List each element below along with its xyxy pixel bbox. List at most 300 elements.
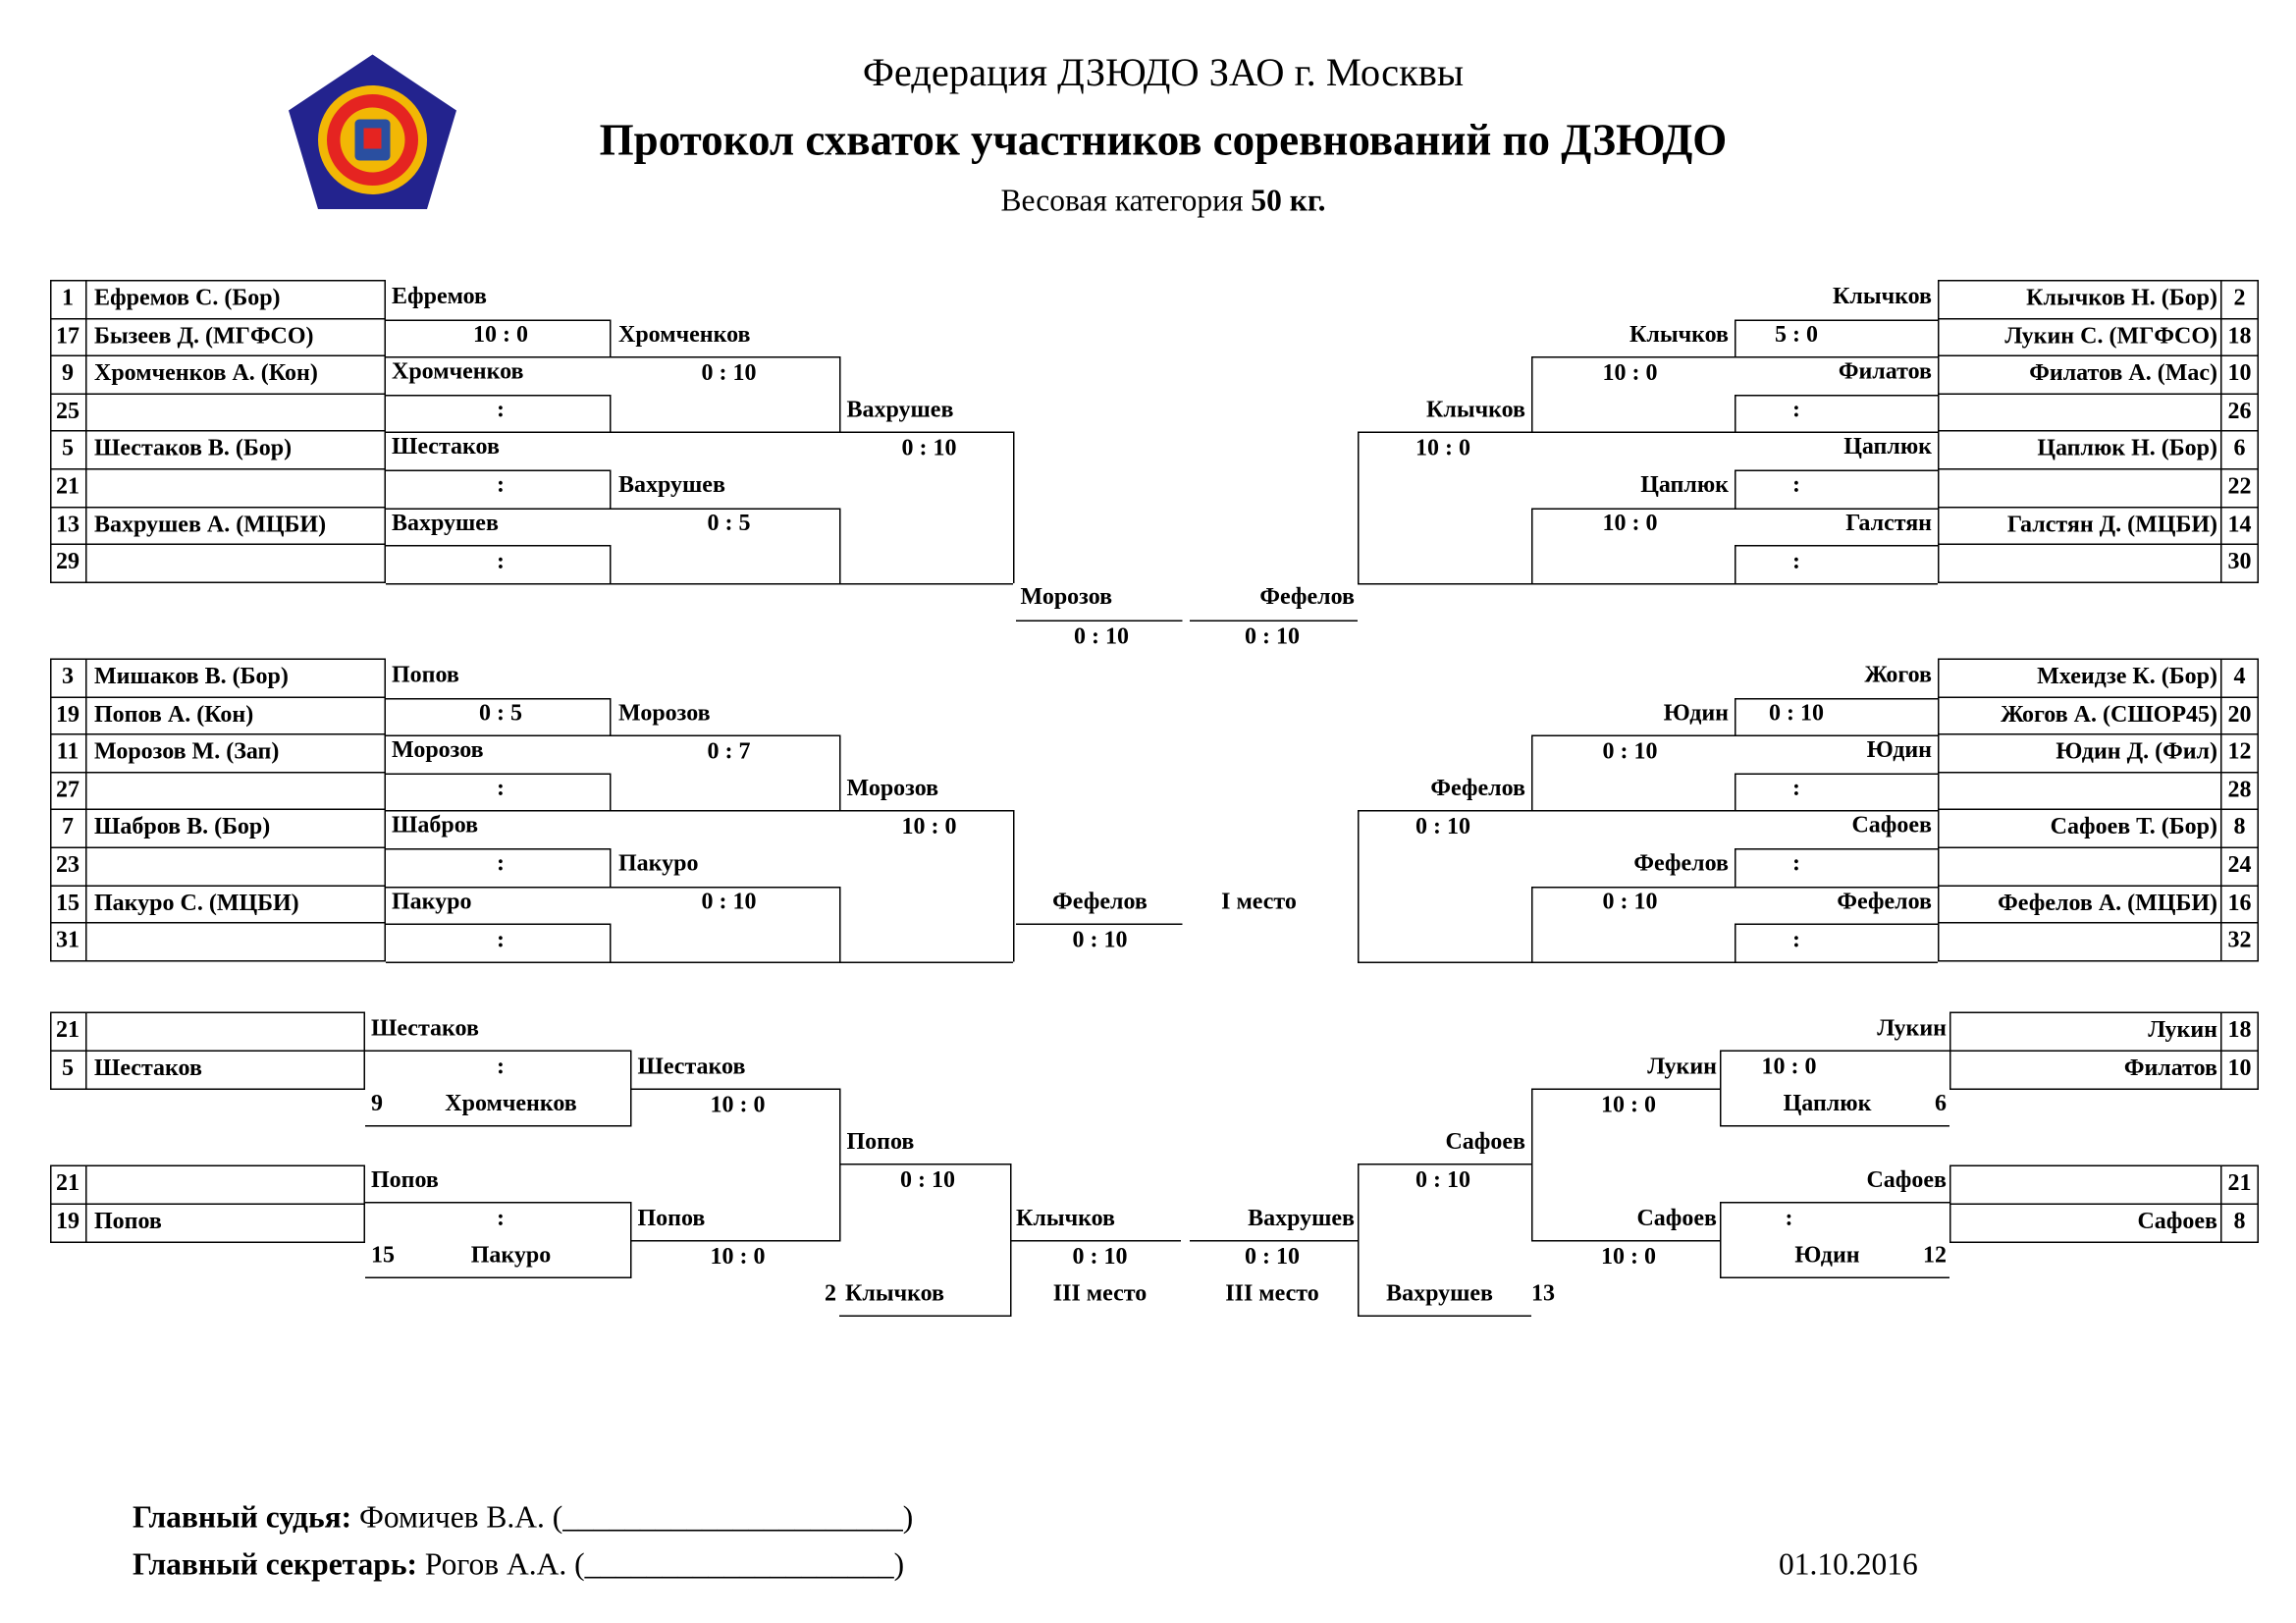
r2-score: 0 : 10 (1602, 738, 1658, 764)
rep-winner: Шестаков (637, 1055, 746, 1080)
r2-winner: Юдин (1663, 700, 1729, 726)
bronze-winner: Клычков (1016, 1206, 1116, 1231)
chief-judge-label: Главный судья: (133, 1499, 352, 1535)
rep-winner: Попов (637, 1206, 706, 1231)
seed-number: 21 (56, 474, 80, 500)
bracket-line (1358, 811, 1531, 813)
bracket-line (1735, 848, 1736, 886)
bracket-line (1735, 470, 1938, 472)
seed-number: 7 (62, 815, 74, 840)
seed-number: 28 (2227, 777, 2252, 803)
bracket-line (386, 697, 612, 699)
bracket-line (1735, 583, 1938, 585)
athlete-name: Шестаков (94, 1055, 202, 1081)
entry-row (1938, 393, 2259, 432)
bracket-line (1735, 697, 1938, 699)
protocol-date: 01.10.2016 (1779, 1546, 1918, 1582)
entry-row (1938, 847, 2259, 887)
seed-number: 29 (56, 549, 80, 575)
bracket-line (610, 848, 612, 886)
r1-score: : (1791, 398, 1800, 423)
seed-divider (85, 280, 87, 317)
rep-score: 10 : 0 (710, 1244, 766, 1270)
bronze-place: III место (1052, 1281, 1148, 1307)
bracket-line (1010, 1240, 1181, 1242)
bracket-line (1531, 508, 1533, 583)
r2-winner: Цаплюк (1640, 472, 1729, 498)
semifinal-winner: Морозов (1020, 584, 1113, 610)
bracket-line (610, 886, 839, 888)
seed-number: 2 (2233, 286, 2246, 311)
bracket-line (1531, 1089, 1720, 1091)
seed-divider (85, 317, 87, 354)
r3-score: 0 : 10 (1415, 814, 1470, 839)
entry-row (50, 544, 386, 583)
federation-title: Федерация ДЗЮДО ЗАО г. Москвы (862, 50, 1465, 94)
athlete-name: Лукин С. (МГФСО) (2004, 323, 2217, 349)
seed-number: 14 (2227, 512, 2252, 537)
seed-number: 24 (2227, 852, 2252, 878)
r2-score: 0 : 10 (701, 359, 757, 386)
r1-winner: Шестаков (392, 435, 500, 460)
athlete-name: Морозов М. (Зап) (94, 739, 280, 765)
r2-score: 0 : 10 (1602, 890, 1658, 915)
bracket-line (1358, 1316, 1531, 1318)
seed-number: 27 (56, 777, 80, 803)
athlete-name: Клычков Н. (Бор) (2026, 286, 2217, 311)
r1-score: : (496, 473, 505, 499)
entry-row (50, 847, 386, 887)
chief-judge-line (133, 1496, 913, 1538)
rep-score: 10 : 0 (1600, 1093, 1656, 1118)
rep-winner: Попов (371, 1167, 439, 1193)
bracket-line (1531, 583, 1735, 585)
entry-row (50, 772, 386, 811)
seed-number: 26 (2227, 399, 2252, 424)
bracket-line (1735, 545, 1938, 547)
bracket-line (1531, 432, 1735, 434)
athlete-name: Шабров В. (Бор) (94, 815, 271, 840)
athlete-name: Попов А. (Кон) (94, 701, 254, 728)
athlete-name: Филатов А. (Мас) (2029, 360, 2217, 387)
weight-value: 50 кг. (1251, 183, 1326, 218)
r1-score: 0 : 10 (1768, 701, 1824, 727)
bracket-line (365, 1051, 632, 1053)
seed-number: 32 (2227, 928, 2252, 953)
r2-winner: Морозов (618, 700, 711, 726)
r2-score: 10 : 0 (1602, 511, 1658, 536)
semifinal-winner: Фефелов (1259, 584, 1355, 610)
r1-score: 5 : 0 (1774, 322, 1818, 348)
seed-divider (85, 506, 87, 543)
bracket-line (1358, 432, 1360, 583)
seed-number: 9 (62, 360, 74, 387)
rep-score: 10 : 0 (1761, 1055, 1817, 1080)
r3-winner: Фефелов (1430, 776, 1525, 801)
athlete-name: Пакуро С. (МЦБИ) (94, 890, 299, 916)
rep-loser: Хромченков (445, 1091, 577, 1116)
bracket-line (1358, 961, 1531, 963)
r3-winner: Морозов (846, 776, 939, 801)
seed-divider (85, 1051, 87, 1089)
athlete-name: Мишаков В. (Бор) (94, 664, 289, 689)
bracket-line (1013, 432, 1015, 583)
bracket-line (839, 1316, 1010, 1318)
bracket-line (365, 1125, 632, 1127)
seed-divider (85, 1012, 87, 1051)
seed-number: 19 (56, 1209, 80, 1234)
bracket-line (1735, 319, 1736, 356)
bracket-line (1735, 848, 1938, 850)
rep-winner: Шестаков (371, 1016, 479, 1042)
r1-winner: Пакуро (392, 889, 472, 914)
athlete-name: Шестаков В. (Бор) (94, 436, 293, 462)
bracket-line (386, 470, 612, 472)
entry-row (50, 468, 386, 508)
seed-number: 18 (2227, 323, 2252, 349)
seed-divider (85, 696, 87, 733)
bracket-line (839, 356, 841, 432)
bracket-line (1720, 1125, 1949, 1127)
semifinal-score: 0 : 10 (1073, 624, 1129, 650)
seed-divider (85, 772, 87, 809)
seed-number: 16 (2227, 890, 2252, 916)
rep-score: 10 : 0 (710, 1093, 766, 1118)
r1-winner: Хромченков (392, 359, 524, 385)
seed-number: 20 (2227, 701, 2252, 728)
bracket-line (365, 1277, 632, 1279)
rep-winner: Сафоев (1866, 1167, 1947, 1193)
bracket-line (610, 470, 612, 508)
entry-row (50, 1012, 365, 1053)
athlete-name: Сафоев (2137, 1209, 2217, 1234)
bracket-line (386, 924, 612, 926)
bracket-line (1190, 621, 1358, 622)
bracket-line (839, 432, 1013, 434)
seed-divider (85, 733, 87, 771)
bracket-line (365, 1202, 632, 1204)
r1-winner: Клычков (1832, 284, 1932, 309)
bracket-line (1531, 508, 1735, 510)
entry-row (1938, 544, 2259, 583)
seed-number: 21 (56, 1017, 80, 1043)
r1-winner: Фефелов (1837, 889, 1932, 914)
rep-score: : (1785, 1206, 1793, 1231)
judo-federation-emblem-icon (286, 52, 459, 214)
bracket-line (1720, 1051, 1949, 1053)
seed-number: 15 (56, 890, 80, 916)
seed-divider (85, 847, 87, 885)
rep-loser-seed: 13 (1531, 1281, 1555, 1307)
r2-winner: Вахрушев (618, 472, 725, 498)
rep-winner: Сафоев (1445, 1129, 1525, 1155)
bracket-line (610, 924, 612, 961)
athlete-name: Цаплюк Н. (Бор) (2037, 436, 2217, 462)
athlete-name: Фефелов А. (МЦБИ) (1998, 890, 2217, 916)
r1-winner: Шабров (392, 813, 479, 839)
bracket-line (1735, 470, 1736, 508)
athlete-name: Хромченков А. (Кон) (94, 360, 318, 387)
entry-row (1938, 772, 2259, 811)
bracket-line (839, 735, 841, 811)
r2-winner: Хромченков (618, 321, 751, 348)
r2-score: 0 : 7 (707, 738, 751, 764)
athlete-name: Лукин (2148, 1017, 2217, 1043)
entry-row (1938, 922, 2259, 961)
seed-number: 1 (62, 286, 74, 311)
r1-score: : (1791, 851, 1800, 878)
bracket-line (1735, 395, 1938, 397)
bracket-line (1531, 1240, 1720, 1242)
seed-number: 25 (56, 399, 80, 424)
final-place: I место (1221, 890, 1297, 915)
r1-score: : (496, 776, 505, 802)
seed-number: 3 (62, 664, 74, 689)
rep-winner: Лукин (1877, 1016, 1947, 1042)
entry-row (50, 393, 386, 432)
bracket-line (839, 811, 1013, 813)
bracket-line (1735, 697, 1736, 734)
rep-winner: Попов (846, 1129, 915, 1155)
rep-winner: Лукин (1647, 1055, 1717, 1080)
seed-divider (85, 544, 87, 581)
seed-divider (85, 885, 87, 922)
bracket-line (610, 961, 839, 963)
athlete-name: Филатов (2123, 1055, 2217, 1081)
rep-loser: Юдин (1794, 1243, 1860, 1269)
r1-score: : (1791, 776, 1800, 802)
r2-winner: Клычков (1629, 321, 1729, 348)
seed-number: 6 (2233, 436, 2246, 462)
bracket-line (1531, 356, 1533, 432)
bracket-line (1735, 961, 1938, 963)
bronze-winner: Вахрушев (1248, 1206, 1355, 1231)
rep-score: : (496, 1055, 505, 1080)
bronze-place: III место (1225, 1281, 1319, 1307)
seed-divider (85, 355, 87, 393)
r2-score: 10 : 0 (1602, 359, 1658, 386)
r1-winner: Цаплюк (1843, 435, 1932, 460)
bracket-line (1013, 811, 1015, 962)
bracket-line (1531, 886, 1735, 888)
rep-loser-seed: 12 (1923, 1243, 1947, 1269)
bracket-line (610, 356, 839, 358)
rep-score: 10 : 0 (1600, 1244, 1656, 1270)
bracket-line (1735, 395, 1736, 432)
bracket-line (386, 545, 612, 547)
r1-winner: Попов (392, 663, 459, 688)
rep-loser-seed: 9 (371, 1091, 383, 1116)
entry-row (1949, 1165, 2259, 1206)
r3-score: 10 : 0 (1415, 435, 1470, 461)
r2-score: 0 : 5 (707, 511, 751, 536)
r3-winner: Вахрушев (846, 397, 954, 423)
bracket-line (1531, 1089, 1533, 1242)
bracket-line (610, 735, 839, 737)
bracket-line (610, 773, 612, 810)
rep-score: 0 : 10 (1415, 1167, 1470, 1193)
athlete-name: Ефремов С. (Бор) (94, 286, 281, 311)
seed-number: 21 (56, 1170, 80, 1196)
r1-score: : (1791, 473, 1800, 499)
bracket-line (386, 319, 612, 321)
bracket-line (610, 545, 612, 582)
rep-loser: Пакуро (470, 1243, 552, 1269)
bracket-line (386, 961, 612, 963)
chief-secretary-line (133, 1543, 904, 1585)
bracket-line (630, 1240, 839, 1242)
entry-row (50, 1165, 365, 1206)
bracket-line (1531, 886, 1533, 961)
rep-score: 0 : 10 (899, 1167, 955, 1193)
bracket-line (610, 697, 612, 734)
bracket-line (1735, 924, 1938, 926)
bracket-line (839, 508, 841, 583)
r3-score: 0 : 10 (901, 435, 957, 461)
chief-secretary-label: Главный секретарь: (133, 1546, 417, 1582)
bracket-line (1531, 735, 1533, 811)
r1-score: : (1791, 548, 1800, 574)
bracket-line (1531, 811, 1735, 813)
r1-winner: Сафоев (1851, 813, 1932, 839)
bracket-line (839, 886, 841, 961)
r1-winner: Жогов (1864, 663, 1932, 688)
seed-divider (85, 393, 87, 430)
bracket-line (610, 508, 839, 510)
seed-number: 23 (56, 852, 80, 878)
bracket-line (1358, 583, 1531, 585)
athlete-name: Галстян Д. (МЦБИ) (2006, 512, 2217, 537)
semifinal-score: 0 : 10 (1244, 624, 1300, 650)
chief-secretary-value: Рогов А.А. (____________________) (424, 1546, 905, 1582)
r1-score: : (496, 548, 505, 574)
rep-loser: Цаплюк (1783, 1091, 1872, 1116)
seed-number: 13 (56, 512, 80, 537)
bracket-line (386, 395, 612, 397)
seed-divider (85, 809, 87, 846)
r1-winner: Ефремов (392, 284, 488, 309)
bracket-line (1735, 545, 1736, 582)
seed-number: 31 (56, 928, 80, 953)
bracket-line (386, 773, 612, 775)
seed-number: 21 (2227, 1170, 2252, 1196)
bracket-line (1531, 735, 1735, 737)
bracket-line (1720, 1202, 1949, 1204)
seed-number: 17 (56, 323, 80, 349)
r1-score: 10 : 0 (472, 322, 528, 348)
seed-divider (85, 659, 87, 696)
bracket-line (1531, 961, 1735, 963)
bracket-line (1735, 773, 1938, 775)
rep-loser-seed: 2 (825, 1281, 836, 1307)
bracket-line (610, 583, 839, 585)
r2-winner: Фефелов (1633, 851, 1729, 877)
athlete-name: Мхеидзе К. (Бор) (2037, 664, 2217, 689)
seed-number: 30 (2227, 549, 2252, 575)
athlete-name: Бызеев Д. (МГФСО) (94, 323, 314, 349)
bracket-line (1531, 356, 1735, 358)
bracket-line (610, 319, 612, 356)
r1-score: : (496, 927, 505, 952)
weight-label: Весовая категория (1000, 183, 1244, 218)
seed-number: 22 (2227, 474, 2252, 500)
r1-score: : (1791, 927, 1800, 952)
r3-score: 10 : 0 (901, 814, 957, 839)
protocol-title: Протокол схваток участников соревнований по ДЗЮДО (599, 116, 1728, 165)
r3-winner: Клычков (1425, 397, 1525, 423)
bracket-line (386, 848, 612, 850)
seed-number: 8 (2233, 815, 2246, 840)
bracket-line (1735, 924, 1736, 961)
seed-number: 5 (62, 436, 74, 462)
final-winner: Фефелов (1052, 890, 1148, 915)
bronze-score: 0 : 10 (1072, 1244, 1128, 1270)
rep-loser-seed: 15 (371, 1243, 395, 1269)
r2-score: 0 : 10 (701, 890, 757, 915)
bracket-line (610, 811, 839, 813)
seed-number: 8 (2233, 1209, 2246, 1234)
athlete-name: Сафоев Т. (Бор) (2050, 815, 2217, 840)
athlete-name: Вахрушев А. (МЦБИ) (94, 512, 327, 537)
r1-winner: Галстян (1845, 510, 1932, 536)
athlete-name: Попов (94, 1209, 162, 1234)
bracket-line (1735, 319, 1938, 321)
bracket-line (610, 395, 612, 432)
bracket-line (1190, 1240, 1358, 1242)
seed-divider (85, 1165, 87, 1204)
athlete-name: Юдин Д. (Фил) (2056, 739, 2217, 765)
seed-divider (85, 1204, 87, 1242)
rep-loser: Вахрушев (1386, 1281, 1493, 1307)
rep-winner: Сафоев (1636, 1206, 1717, 1231)
bracket-line (386, 583, 612, 585)
bronze-score: 0 : 10 (1244, 1244, 1300, 1270)
athlete-name: Жогов А. (СШОР45) (2001, 701, 2217, 728)
bracket-line (839, 961, 1013, 963)
rep-score: : (496, 1206, 505, 1231)
seed-number: 10 (2227, 1055, 2252, 1081)
bracket-line (1358, 1163, 1360, 1317)
bracket-line (1016, 621, 1183, 622)
seed-number: 4 (2233, 664, 2246, 689)
chief-judge-value: Фомичев В.А. (______________________) (359, 1499, 914, 1535)
bracket-line (630, 1089, 839, 1091)
weight-category (795, 182, 1531, 220)
seed-number: 10 (2227, 360, 2252, 387)
seed-number: 12 (2227, 739, 2252, 765)
bracket-line (1358, 432, 1531, 434)
bracket-line (1358, 811, 1360, 962)
logo (286, 52, 459, 214)
bracket-line (839, 583, 1013, 585)
seed-divider (85, 468, 87, 506)
r1-winner: Филатов (1838, 359, 1932, 385)
seed-number: 19 (56, 701, 80, 728)
seed-number: 5 (62, 1055, 74, 1081)
r1-winner: Морозов (392, 737, 484, 764)
r1-score: : (496, 398, 505, 423)
entry-row (1938, 468, 2259, 508)
r1-score: : (496, 851, 505, 878)
seed-divider (85, 431, 87, 468)
r1-winner: Вахрушев (392, 510, 499, 536)
seed-number: 11 (56, 739, 80, 765)
bracket-line (1735, 773, 1736, 810)
rep-loser-seed: 6 (1935, 1091, 1947, 1116)
final-score: 0 : 10 (1072, 928, 1128, 953)
bracket-line (1016, 924, 1183, 926)
bracket-line (1720, 1277, 1949, 1279)
